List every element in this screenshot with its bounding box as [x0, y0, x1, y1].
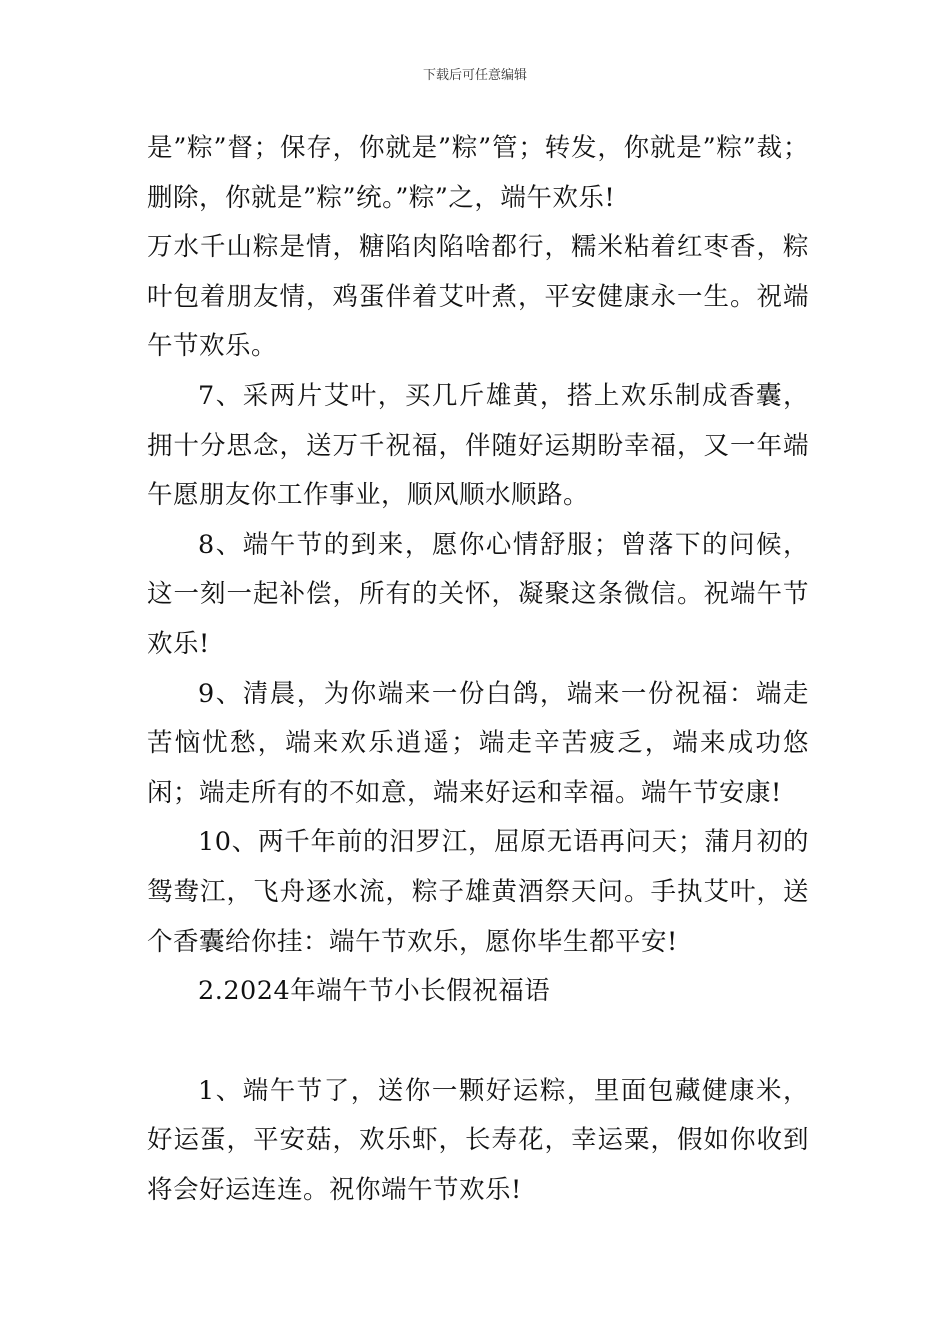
paragraph-item-8: 8、端午节的到来，愿你心情舒服；曾落下的问候，这一刻一起补偿，所有的关怀，凝聚这条微信。祝端午节欢乐!: [147, 529, 809, 659]
paragraph-item-1: 1、端午节了，送你一颗好运粽，里面包藏健康米，好运蛋，平安菇，欢乐虾，长寿花，幸运粟，假如你收到将会好运连连。祝你端午节欢乐!: [147, 1075, 809, 1205]
page-header: 下载后可任意编辑: [422, 68, 527, 83]
paragraph-item-10: 10、两千年前的汨罗江，屈原无语再问天；蒲月初的鸳鸯江，飞舟逐水流，粽子雄黄酒祭天问。手执艾叶，送个香囊给你挂：端午节欢乐，愿你毕生都平安!: [147, 827, 809, 957]
blank-line: [147, 1017, 809, 1067]
paragraph-item-9: 9、清晨，为你端来一份白鸽，端来一份祝福：端走苦恼忧愁，端来欢乐逍遥；端走辛苦疲乏，端来成功悠闲；端走所有的不如意，端来好运和幸福。端午节安康!: [147, 678, 809, 808]
paragraph-2: 万水千山粽是情，糖陷肉陷啥都行，糯米粘着红枣香，粽叶包着朋友情，鸡蛋伴着艾叶煮，平安健康永一生。祝端午节欢乐。: [147, 232, 809, 362]
section-title: 2.2024年端午节小长假祝福语: [198, 976, 551, 1007]
document-body: [147, 124, 809, 1215]
paragraph-1: 是”粽”督；保存，你就是”粽”管；转发，你就是”粽”裁；删除，你就是”粽”统。”粽”之，端午欢乐!: [147, 133, 809, 213]
paragraph-item-7: 7、采两片艾叶，买几斤雄黄，搭上欢乐制成香囊，拥十分思念，送万千祝福，伴随好运期盼幸福，又一年端午愿朋友你工作事业，顺风顺水顺路。: [147, 380, 809, 511]
